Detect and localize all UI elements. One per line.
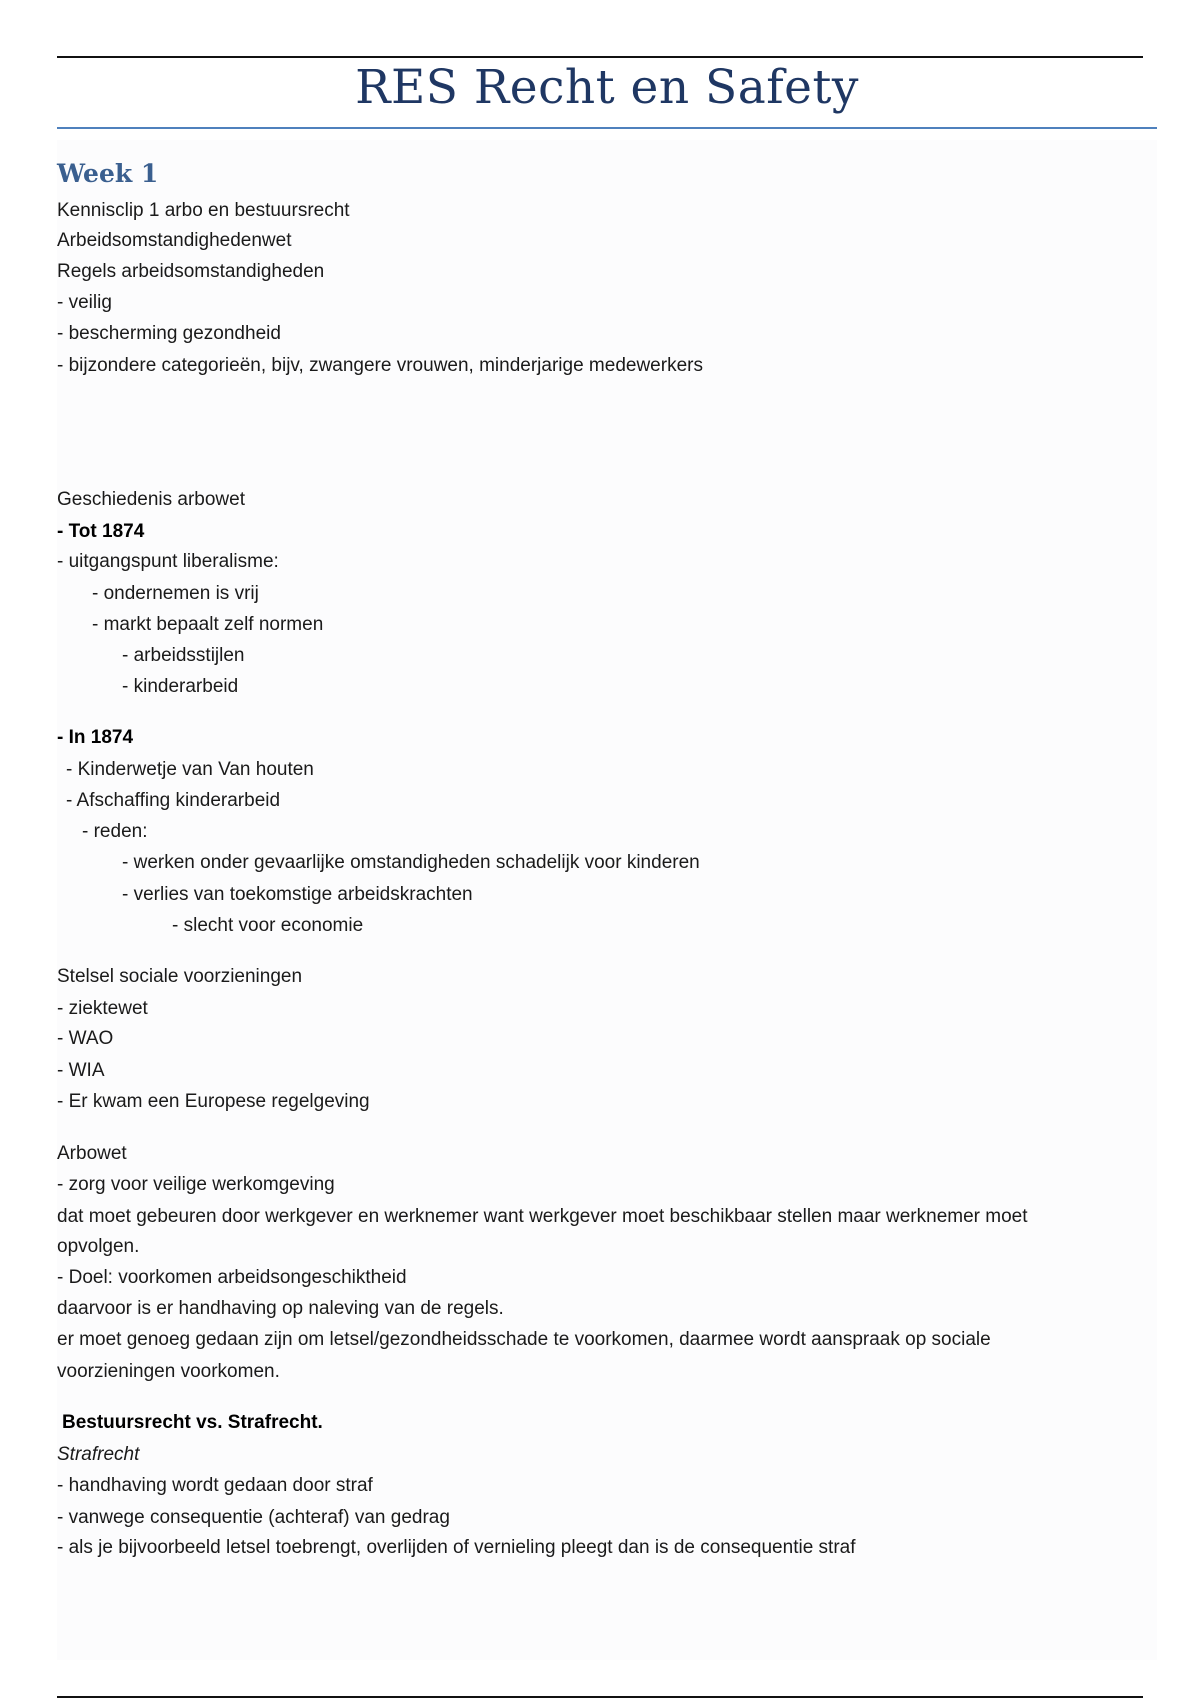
- text-line: - slecht voor economie: [172, 915, 364, 936]
- text-line: - als je bijvoorbeeld letsel toebrengt, overlijden of vernieling pleegt dan is de consequentie straf: [57, 1537, 856, 1558]
- section-heading: Week 1: [57, 159, 159, 188]
- text-line: - WIA: [57, 1060, 105, 1081]
- text-line: - ziektewet: [57, 998, 148, 1019]
- text-line: - verlies van toekomstige arbeidskrachten: [122, 884, 473, 905]
- text-line: - zorg voor veilige werkomgeving: [57, 1174, 335, 1195]
- text-line: - markt bepaalt zelf normen: [92, 614, 324, 635]
- text-line: voorzieningen voorkomen.: [57, 1361, 280, 1382]
- text-line: - Er kwam een Europese regelgeving: [57, 1091, 370, 1112]
- text-line: dat moet gebeuren door werkgever en werknemer want werkgever moet beschikbaar stellen maar werknemer moet: [57, 1206, 1028, 1227]
- text-line: Arbowet: [57, 1143, 127, 1164]
- text-line: Stelsel sociale voorzieningen: [57, 966, 303, 987]
- text-line: - werken onder gevaarlijke omstandigheden schadelijk voor kinderen: [122, 852, 700, 873]
- text-line: - reden:: [82, 821, 148, 842]
- document-title: RES Recht en Safety: [355, 60, 859, 115]
- text-line: Geschiedenis arbowet: [57, 489, 245, 510]
- text-line: Arbeidsomstandighedenwet: [57, 230, 292, 251]
- text-line: - bijzondere categorieën, bijv, zwangere vrouwen, minderjarige medewerkers: [57, 355, 703, 376]
- text-line: - WAO: [57, 1028, 114, 1049]
- text-line: opvolgen.: [57, 1236, 140, 1257]
- text-line: - ondernemen is vrij: [92, 583, 259, 604]
- text-line: - kinderarbeid: [122, 676, 239, 697]
- text-line-italic: Strafrecht: [57, 1444, 140, 1465]
- text-line-bold: Bestuursrecht vs. Strafrecht.: [62, 1412, 323, 1433]
- top-rule: [57, 56, 1143, 58]
- text-line: - Afschaffing kinderarbeid: [66, 790, 281, 811]
- text-line: - veilig: [57, 292, 112, 313]
- text-line: - handhaving wordt gedaan door straf: [57, 1475, 373, 1496]
- text-line-bold: - Tot 1874: [57, 521, 145, 542]
- bottom-rule: [57, 1696, 1143, 1698]
- text-line: Kennisclip 1 arbo en bestuursrecht: [57, 200, 350, 221]
- text-line-bold: - In 1874: [57, 727, 134, 748]
- text-line: - vanwege consequentie (achteraf) van gedrag: [57, 1507, 450, 1528]
- text-line: - Kinderwetje van Van houten: [66, 759, 314, 780]
- title-underline: [57, 127, 1157, 129]
- text-line: er moet genoeg gedaan zijn om letsel/gezondheidsschade te voorkomen, daarmee wordt aanspraak op sociale: [57, 1329, 991, 1350]
- text-line: Regels arbeidsomstandigheden: [57, 261, 325, 282]
- text-line: - bescherming gezondheid: [57, 323, 281, 344]
- text-line: - uitgangspunt liberalisme:: [57, 551, 279, 572]
- text-line: daarvoor is er handhaving op naleving van de regels.: [57, 1298, 504, 1319]
- text-line: - arbeidsstijlen: [122, 645, 245, 666]
- text-line: - Doel: voorkomen arbeidsongeschiktheid: [57, 1267, 407, 1288]
